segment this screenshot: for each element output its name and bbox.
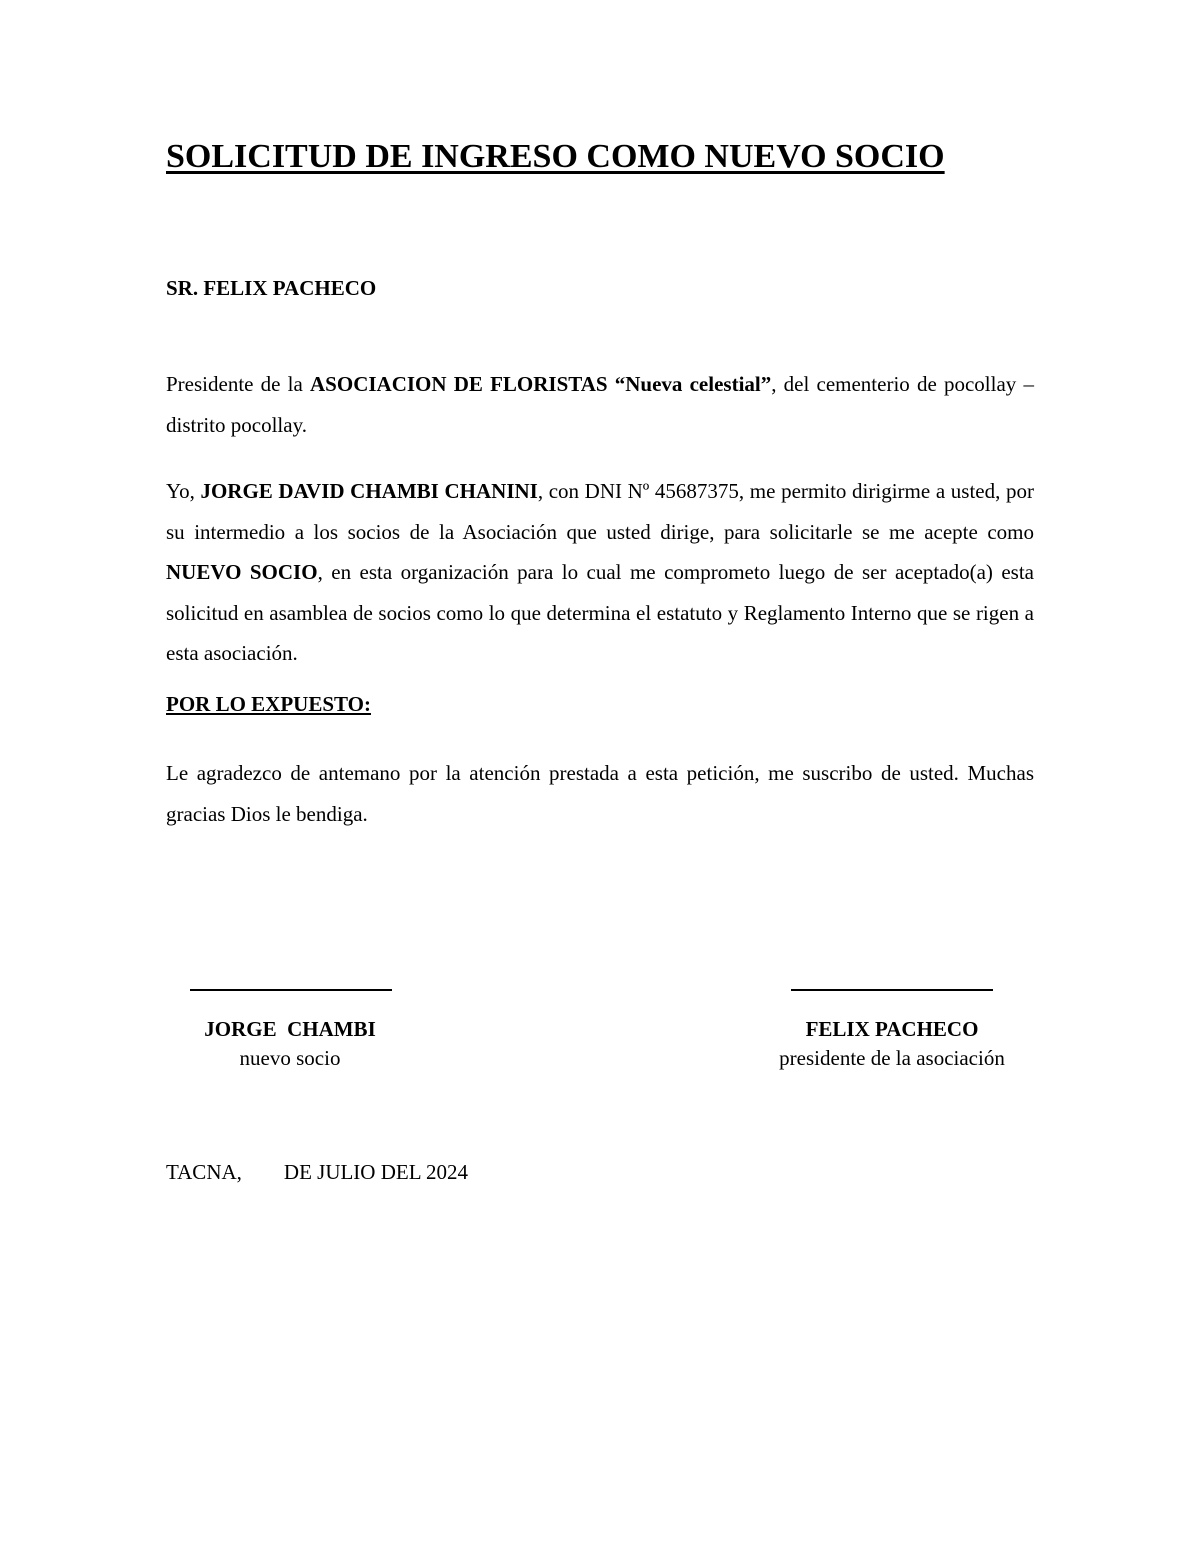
paragraph-text: , en esta organización para lo cual me comprometo luego de ser aceptado(a) esta solicitud en asamblea de socios como lo que determina el estatuto y Reglamento Interno que se rigen a esta asociación. (166, 560, 1034, 665)
paragraph-closing: Le agradezco de antemano por la atención prestada a esta petición, me suscribo de usted. Muchas gracias Dios le bendiga. (166, 761, 1034, 826)
paragraph-text: Yo, (166, 479, 201, 503)
signature-line-applicant (190, 989, 392, 991)
signature-block-applicant (160, 1014, 420, 1073)
signer-name: FELIX PACHECO (805, 1017, 979, 1041)
association-name: ASOCIACION DE FLORISTAS “Nueva celestial” (310, 372, 772, 396)
place-date-line: TACNA, DE JULIO DEL 2024 (166, 1160, 469, 1184)
addressee: SR. FELIX PACHECO (166, 276, 377, 300)
document-title: SOLICITUD DE INGRESO COMO NUEVO SOCIO (166, 138, 945, 175)
paragraph-text: , con DNI Nº 45687375, me permito dirigirme a usted, por su intermedio a los socios de la Asociación que usted dirige, para solicitarle se me acepte como (166, 479, 1034, 544)
signature-block-president (742, 1014, 1042, 1073)
signer-role: nuevo socio (239, 1046, 341, 1070)
applicant-name: JORGE DAVID CHAMBI CHANINI (200, 479, 538, 503)
paragraph-presidente (166, 364, 1034, 445)
paragraph-request (166, 471, 1034, 674)
section-heading: POR LO EXPUESTO: (166, 692, 371, 716)
membership-role: NUEVO SOCIO (166, 560, 318, 584)
signer-role: presidente de la asociación (779, 1046, 1005, 1070)
signature-line-president (791, 989, 993, 991)
signer-name: JORGE CHAMBI (204, 1017, 376, 1041)
paragraph-text: , del cementerio de pocollay – distrito pocollay. (166, 372, 1034, 437)
paragraph-text: Presidente de la (166, 372, 311, 396)
